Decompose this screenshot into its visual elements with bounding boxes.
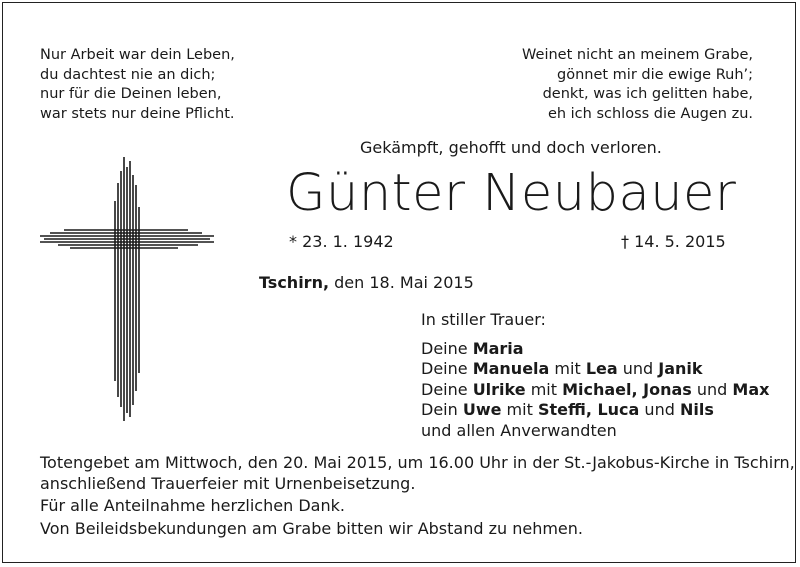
- mourners-closing: und allen Anverwandten: [421, 420, 617, 440]
- mourner-text: und: [691, 379, 733, 399]
- mourner-line: [421, 400, 769, 421]
- service-info-line: anschließend Trauerfeier mit Urnenbeisetzung.: [40, 473, 416, 493]
- death-date: † 14. 5. 2015: [621, 232, 726, 251]
- mourner-text: Dein: [421, 400, 463, 419]
- place-town: Tschirn,: [259, 273, 330, 292]
- poem-right-line: Weinet nicht an meinem Grabe,: [522, 47, 753, 63]
- mourner-name: Janik: [658, 359, 703, 378]
- mourners-block: [421, 310, 769, 441]
- mourner-name: Michael, Jonas: [562, 379, 692, 399]
- mourner-text: Deine: [421, 359, 473, 378]
- mourner-name: Nils: [679, 400, 714, 419]
- mourner-text: und: [639, 400, 680, 419]
- place-date-text: den 18. Mai 2015: [334, 273, 474, 292]
- poem-left: [40, 46, 235, 124]
- poem-right-line: eh ich schloss die Augen zu.: [547, 105, 753, 122]
- mourner-name: Max: [732, 379, 770, 399]
- service-info-line: Totengebet am Mittwoch, den 20. Mai 2015, um 16.00 Uhr in der St.-Jakobus-Kirche in Tschirn,: [40, 453, 795, 472]
- mourner-name: Uwe: [462, 400, 502, 419]
- mourner-text: mit: [525, 379, 563, 399]
- birth-date: * 23. 1. 1942: [289, 232, 394, 251]
- mourner-text: Deine: [421, 338, 473, 358]
- mourner-text: mit: [549, 359, 586, 378]
- poem-right-line: gönnet mir die ewige Ruh’;: [557, 66, 753, 83]
- mourner-line: [421, 380, 769, 401]
- condolence-request: Von Beileidsbekundungen am Grabe bitten wir Abstand zu nehmen.: [40, 518, 583, 538]
- footer-notes: [40, 453, 795, 539]
- poem-left-line: nur für die Deinen leben,: [40, 86, 222, 102]
- mourner-name: Ulrike: [472, 379, 526, 399]
- mourner-line: [421, 339, 769, 360]
- mourner-text: mit: [501, 400, 538, 419]
- deceased-name: Günter Neubauer: [286, 164, 737, 223]
- mourner-name: Steffi, Luca: [537, 400, 640, 419]
- mourner-name: Manuela: [472, 359, 550, 378]
- poem-left-line: war stets nur deine Pflicht.: [40, 105, 235, 122]
- mourner-text: Deine: [421, 379, 473, 399]
- motto: Gekämpft, gehofft und doch verloren.: [360, 138, 662, 157]
- thanks-note: Für alle Anteilnahme herzlichen Dank.: [40, 496, 345, 515]
- poem-left-line: Nur Arbeit war dein Leben,: [40, 47, 235, 63]
- mourner-line: [421, 359, 769, 380]
- cross-icon: [38, 155, 216, 423]
- mourner-name: Lea: [585, 359, 618, 378]
- place-date: [259, 273, 474, 292]
- poem-right-line: denkt, was ich gelitten habe,: [542, 86, 753, 102]
- mourner-name: Maria: [472, 338, 524, 358]
- mourners-intro: In stiller Trauer:: [421, 310, 546, 329]
- poem-left-line: du dachtest nie an dich;: [40, 66, 216, 83]
- poem-right: [522, 46, 753, 124]
- mourner-text: und: [617, 359, 659, 378]
